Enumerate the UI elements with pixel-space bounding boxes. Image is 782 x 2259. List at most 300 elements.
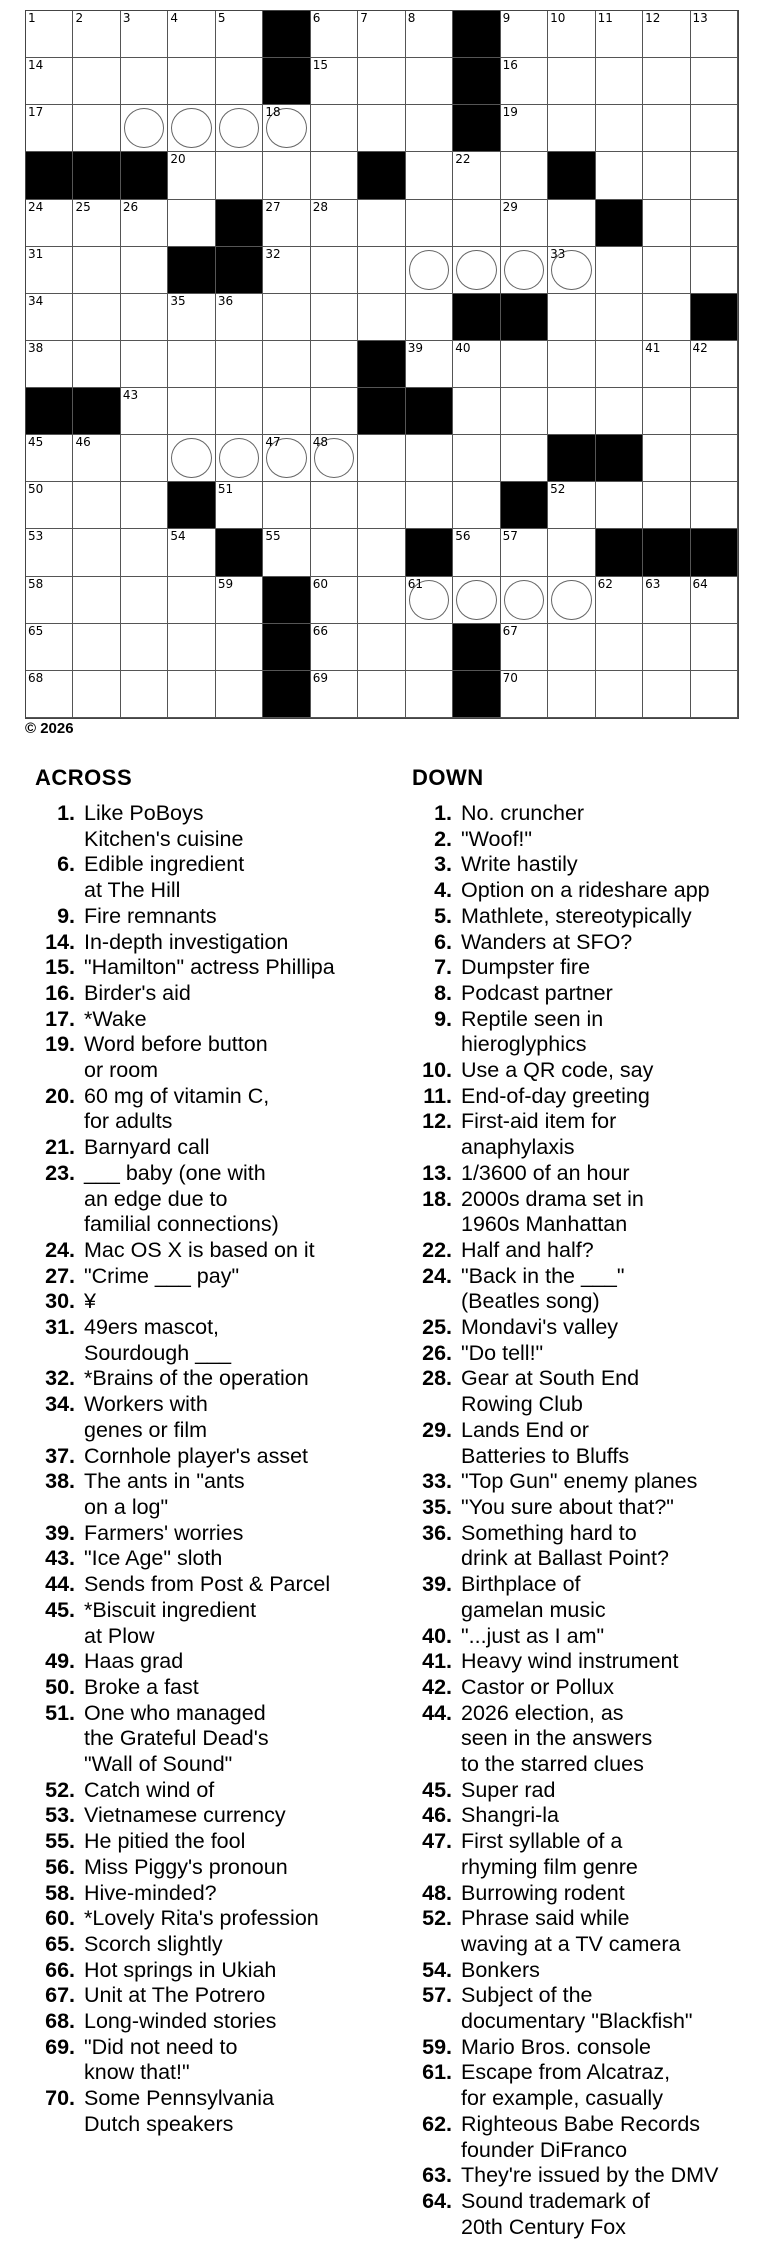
grid-cell[interactable] xyxy=(26,577,73,624)
grid-cell[interactable] xyxy=(596,671,643,718)
down-clue[interactable] xyxy=(412,2163,718,2189)
grid-cell[interactable] xyxy=(121,671,168,718)
grid-cell[interactable] xyxy=(311,577,358,624)
across-clue[interactable] xyxy=(35,1675,335,1701)
grid-cell[interactable] xyxy=(168,435,215,482)
cell-number: 55 xyxy=(265,529,281,544)
grid-cell[interactable] xyxy=(501,624,548,671)
grid-cell[interactable] xyxy=(548,105,595,152)
across-clue[interactable] xyxy=(35,2086,335,2137)
down-clue[interactable] xyxy=(412,2035,718,2061)
across-clue[interactable] xyxy=(35,1778,335,1804)
across-clue[interactable] xyxy=(35,955,335,981)
grid-cell[interactable] xyxy=(168,152,215,199)
across-clue[interactable] xyxy=(35,2009,335,2035)
grid-cell[interactable] xyxy=(501,577,548,624)
grid-cell[interactable] xyxy=(453,200,500,247)
down-clue[interactable] xyxy=(412,1675,718,1701)
across-clue[interactable] xyxy=(35,1881,335,1907)
grid-cell[interactable] xyxy=(311,388,358,435)
clue-number: 54. xyxy=(422,1957,452,1982)
grid-cell[interactable] xyxy=(263,152,310,199)
down-clue[interactable] xyxy=(412,1572,718,1623)
grid-cell[interactable] xyxy=(358,11,405,58)
across-clue[interactable] xyxy=(35,1289,335,1315)
down-clue[interactable] xyxy=(412,1521,718,1572)
grid-cell[interactable] xyxy=(406,482,453,529)
grid-cell[interactable] xyxy=(358,294,405,341)
clue-text: Edible ingredient at The Hill xyxy=(84,852,245,903)
across-clue[interactable] xyxy=(35,1469,335,1520)
grid-cell[interactable] xyxy=(121,529,168,576)
down-clue[interactable] xyxy=(412,1649,718,1675)
grid-cell[interactable] xyxy=(26,529,73,576)
grid-cell[interactable] xyxy=(643,11,690,58)
grid-cell[interactable] xyxy=(548,58,595,105)
clue-text: Vietnamese currency xyxy=(84,1803,286,1828)
grid-cell[interactable] xyxy=(168,341,215,388)
down-clue[interactable] xyxy=(412,1958,718,1984)
across-clue[interactable] xyxy=(35,1135,335,1161)
grid-cell[interactable] xyxy=(168,11,215,58)
grid-cell[interactable] xyxy=(406,247,453,294)
grid-cell[interactable] xyxy=(121,435,168,482)
across-clue[interactable] xyxy=(35,981,335,1007)
grid-cell[interactable] xyxy=(596,624,643,671)
grid-cell[interactable] xyxy=(501,105,548,152)
grid-cell[interactable] xyxy=(263,388,310,435)
grid-cell[interactable] xyxy=(358,577,405,624)
grid-cell[interactable] xyxy=(501,529,548,576)
grid-cell[interactable] xyxy=(548,388,595,435)
down-clue[interactable] xyxy=(412,1109,718,1160)
down-clue[interactable] xyxy=(412,1264,718,1315)
down-clue[interactable] xyxy=(412,1469,718,1495)
down-clue[interactable] xyxy=(412,1007,718,1058)
grid-cell[interactable] xyxy=(691,152,738,199)
grid-cell[interactable] xyxy=(406,200,453,247)
grid-cell[interactable] xyxy=(691,482,738,529)
grid-cell[interactable] xyxy=(453,388,500,435)
grid-cell[interactable] xyxy=(406,624,453,671)
grid-cell[interactable] xyxy=(263,294,310,341)
grid-cell[interactable] xyxy=(73,435,120,482)
grid-cell[interactable] xyxy=(691,435,738,482)
grid-cell[interactable] xyxy=(263,435,310,482)
clue-number: 52. xyxy=(45,1777,75,1802)
grid-cell[interactable] xyxy=(596,11,643,58)
grid-cell[interactable] xyxy=(643,247,690,294)
grid-cell[interactable] xyxy=(216,624,263,671)
grid-cell[interactable] xyxy=(691,671,738,718)
across-clue[interactable] xyxy=(35,930,335,956)
grid-cell[interactable] xyxy=(596,152,643,199)
grid-cell[interactable] xyxy=(643,294,690,341)
down-clue[interactable] xyxy=(412,981,718,1007)
grid-cell[interactable] xyxy=(691,105,738,152)
grid-cell[interactable] xyxy=(121,388,168,435)
grid-cell[interactable] xyxy=(73,105,120,152)
down-clue[interactable] xyxy=(412,1778,718,1804)
grid-cell[interactable] xyxy=(596,105,643,152)
across-clue[interactable] xyxy=(35,1803,335,1829)
grid-cell[interactable] xyxy=(168,529,215,576)
grid-cell[interactable] xyxy=(73,671,120,718)
down-clue[interactable] xyxy=(412,1366,718,1417)
grid-cell[interactable] xyxy=(26,435,73,482)
cell-number: 50 xyxy=(28,482,44,497)
across-clue[interactable] xyxy=(35,1444,335,1470)
across-clue[interactable] xyxy=(35,1983,335,2009)
grid-cell[interactable] xyxy=(406,294,453,341)
grid-cell[interactable] xyxy=(596,341,643,388)
grid-cell[interactable] xyxy=(691,341,738,388)
across-clue[interactable] xyxy=(35,1932,335,1958)
grid-cell[interactable] xyxy=(548,671,595,718)
grid-cell[interactable] xyxy=(358,247,405,294)
grid-cell[interactable] xyxy=(643,624,690,671)
grid-cell[interactable] xyxy=(216,435,263,482)
across-clue[interactable] xyxy=(35,1958,335,1984)
cell-number: 8 xyxy=(407,11,416,25)
grid-cell[interactable] xyxy=(311,294,358,341)
grid-cell[interactable] xyxy=(168,388,215,435)
grid-cell[interactable] xyxy=(406,341,453,388)
grid-cell[interactable] xyxy=(73,624,120,671)
grid-cell[interactable] xyxy=(358,482,405,529)
down-clue[interactable] xyxy=(412,955,718,981)
grid-cell[interactable] xyxy=(548,200,595,247)
down-clue[interactable] xyxy=(412,1058,718,1084)
grid-cell[interactable] xyxy=(73,577,120,624)
grid-cell[interactable] xyxy=(311,58,358,105)
cell-circle xyxy=(409,250,449,290)
grid-cell[interactable] xyxy=(501,671,548,718)
grid-cell[interactable] xyxy=(168,200,215,247)
grid-cell[interactable] xyxy=(216,482,263,529)
grid-cell[interactable] xyxy=(501,200,548,247)
down-clue[interactable] xyxy=(412,1906,718,1957)
across-clue[interactable] xyxy=(35,852,335,903)
grid-cell[interactable] xyxy=(311,624,358,671)
grid-cell[interactable] xyxy=(26,671,73,718)
grid-cell[interactable] xyxy=(643,200,690,247)
grid-cell[interactable] xyxy=(216,388,263,435)
across-clue[interactable] xyxy=(35,1855,335,1881)
grid-cell[interactable] xyxy=(596,577,643,624)
cell-number: 26 xyxy=(122,199,139,214)
down-clue[interactable] xyxy=(412,930,718,956)
grid-cell[interactable] xyxy=(691,58,738,105)
black-square xyxy=(406,529,453,576)
cell-number: 56 xyxy=(455,529,471,544)
down-clue[interactable] xyxy=(412,2189,718,2240)
grid-cell[interactable] xyxy=(691,247,738,294)
grid-cell[interactable] xyxy=(453,577,500,624)
across-clue[interactable] xyxy=(35,1906,335,1932)
down-clue[interactable] xyxy=(412,1495,718,1521)
grid-cell[interactable] xyxy=(73,341,120,388)
down-clue[interactable] xyxy=(412,852,718,878)
grid-cell[interactable] xyxy=(358,435,405,482)
grid-cell[interactable] xyxy=(311,435,358,482)
grid-cell[interactable] xyxy=(26,341,73,388)
down-clue[interactable] xyxy=(412,1084,718,1110)
down-clue[interactable] xyxy=(412,1238,718,1264)
grid-cell[interactable] xyxy=(73,529,120,576)
clue-number: 7. xyxy=(434,955,452,980)
down-clue[interactable] xyxy=(412,1315,718,1341)
across-clue[interactable] xyxy=(35,1392,335,1443)
grid-cell[interactable] xyxy=(216,152,263,199)
grid-cell[interactable] xyxy=(311,671,358,718)
down-clue[interactable] xyxy=(412,1829,718,1880)
clue-number: 9. xyxy=(57,903,75,928)
clue-text: 1/3600 of an hour xyxy=(461,1160,630,1185)
grid-cell[interactable] xyxy=(168,624,215,671)
grid-cell[interactable] xyxy=(73,11,120,58)
grid-cell[interactable] xyxy=(358,200,405,247)
black-square xyxy=(453,105,500,152)
grid-cell[interactable] xyxy=(548,294,595,341)
grid-cell[interactable] xyxy=(73,200,120,247)
grid-cell[interactable] xyxy=(501,341,548,388)
grid-cell[interactable] xyxy=(501,152,548,199)
grid-cell[interactable] xyxy=(643,388,690,435)
grid-cell[interactable] xyxy=(358,529,405,576)
across-clue[interactable] xyxy=(35,1829,335,1855)
grid-cell[interactable] xyxy=(548,624,595,671)
grid-cell[interactable] xyxy=(548,11,595,58)
grid-cell[interactable] xyxy=(121,341,168,388)
across-clue[interactable] xyxy=(35,1264,335,1290)
grid-cell[interactable] xyxy=(643,482,690,529)
cell-circle xyxy=(219,438,259,478)
grid-cell[interactable] xyxy=(121,624,168,671)
across-clue[interactable] xyxy=(35,1238,335,1264)
down-clue[interactable] xyxy=(412,2112,718,2163)
clue-number: 1. xyxy=(57,801,75,825)
grid-cell[interactable] xyxy=(501,435,548,482)
down-clue[interactable] xyxy=(412,1624,718,1650)
clue-number: 32. xyxy=(45,1366,75,1391)
down-clue[interactable] xyxy=(412,1187,718,1238)
grid-cell[interactable] xyxy=(26,200,73,247)
grid-cell[interactable] xyxy=(121,577,168,624)
grid-cell[interactable] xyxy=(548,247,595,294)
grid-cell[interactable] xyxy=(691,388,738,435)
grid-cell[interactable] xyxy=(73,58,120,105)
grid-cell[interactable] xyxy=(691,624,738,671)
clue-number: 31. xyxy=(45,1315,75,1340)
grid-cell[interactable] xyxy=(406,105,453,152)
grid-cell[interactable] xyxy=(311,482,358,529)
grid-cell[interactable] xyxy=(26,58,73,105)
grid-cell[interactable] xyxy=(358,58,405,105)
grid-cell[interactable] xyxy=(453,482,500,529)
grid-cell[interactable] xyxy=(311,529,358,576)
cell-number: 27 xyxy=(265,199,281,214)
black-square xyxy=(263,58,310,105)
grid-cell[interactable] xyxy=(168,294,215,341)
down-clue[interactable] xyxy=(412,827,718,853)
grid-cell[interactable] xyxy=(263,482,310,529)
grid-cell[interactable] xyxy=(406,577,453,624)
grid-cell[interactable] xyxy=(643,577,690,624)
grid-cell[interactable] xyxy=(26,105,73,152)
grid-cell[interactable] xyxy=(453,152,500,199)
grid-cell[interactable] xyxy=(121,105,168,152)
clue-text: Farmers' worries xyxy=(84,1520,244,1545)
grid-cell[interactable] xyxy=(453,529,500,576)
grid-cell[interactable] xyxy=(406,435,453,482)
grid-cell[interactable] xyxy=(548,341,595,388)
across-clue[interactable] xyxy=(35,801,335,852)
grid-cell[interactable] xyxy=(548,577,595,624)
down-clue[interactable] xyxy=(412,1803,718,1829)
across-clue[interactable] xyxy=(35,1366,335,1392)
grid-cell[interactable] xyxy=(263,247,310,294)
across-clue[interactable] xyxy=(35,1649,335,1675)
grid-cell[interactable] xyxy=(121,58,168,105)
grid-cell[interactable] xyxy=(358,105,405,152)
grid-cell[interactable] xyxy=(406,11,453,58)
grid-cell[interactable] xyxy=(643,671,690,718)
cell-number: 12 xyxy=(645,11,661,25)
grid-cell[interactable] xyxy=(596,294,643,341)
grid-cell[interactable] xyxy=(548,529,595,576)
across-clue[interactable] xyxy=(35,1572,335,1598)
down-clue[interactable] xyxy=(412,1161,718,1187)
down-clue[interactable] xyxy=(412,1341,718,1367)
across-clue[interactable] xyxy=(35,1084,335,1135)
across-clue[interactable] xyxy=(35,1521,335,1547)
grid-cell[interactable] xyxy=(643,435,690,482)
clue-text: "...just as I am" xyxy=(461,1623,605,1648)
black-square xyxy=(263,577,310,624)
grid-cell[interactable] xyxy=(73,482,120,529)
across-clue[interactable] xyxy=(35,904,335,930)
grid-cell[interactable] xyxy=(501,247,548,294)
down-clue[interactable] xyxy=(412,904,718,930)
grid-cell[interactable] xyxy=(453,435,500,482)
grid-cell[interactable] xyxy=(311,341,358,388)
across-clue[interactable] xyxy=(35,1007,335,1033)
clue-number: 70. xyxy=(45,2086,75,2111)
grid-cell[interactable] xyxy=(168,105,215,152)
cell-number: 10 xyxy=(550,11,566,25)
grid-cell[interactable] xyxy=(311,200,358,247)
grid-cell[interactable] xyxy=(26,482,73,529)
clue-number: 34. xyxy=(45,1392,75,1417)
grid-cell[interactable] xyxy=(26,624,73,671)
grid-cell[interactable] xyxy=(643,105,690,152)
grid-cell[interactable] xyxy=(406,58,453,105)
grid-cell[interactable] xyxy=(216,105,263,152)
grid-cell[interactable] xyxy=(643,58,690,105)
grid-cell[interactable] xyxy=(216,294,263,341)
grid-cell[interactable] xyxy=(263,341,310,388)
cell-number: 62 xyxy=(597,576,613,591)
grid-cell[interactable] xyxy=(358,671,405,718)
grid-cell[interactable] xyxy=(26,294,73,341)
across-clue[interactable] xyxy=(35,1701,335,1778)
grid-cell[interactable] xyxy=(311,11,358,58)
grid-cell[interactable] xyxy=(216,577,263,624)
grid-cell[interactable] xyxy=(121,200,168,247)
grid-cell[interactable] xyxy=(263,200,310,247)
grid-cell[interactable] xyxy=(216,58,263,105)
grid-cell[interactable] xyxy=(358,624,405,671)
grid-cell[interactable] xyxy=(691,200,738,247)
across-clue[interactable] xyxy=(35,1161,335,1238)
down-clue[interactable] xyxy=(412,1881,718,1907)
grid-cell[interactable] xyxy=(501,58,548,105)
grid-cell[interactable] xyxy=(691,11,738,58)
across-clue[interactable] xyxy=(35,1598,335,1649)
down-clue[interactable] xyxy=(412,1701,718,1778)
grid-cell[interactable] xyxy=(121,247,168,294)
clue-number: 29. xyxy=(422,1417,452,1442)
down-clue[interactable] xyxy=(412,1983,718,2034)
grid-cell[interactable] xyxy=(596,58,643,105)
grid-cell[interactable] xyxy=(311,105,358,152)
down-clue[interactable] xyxy=(412,801,718,827)
grid-cell[interactable] xyxy=(548,482,595,529)
grid-cell[interactable] xyxy=(263,529,310,576)
across-clue[interactable] xyxy=(35,1546,335,1572)
cell-circle xyxy=(171,438,211,478)
clue-number: 44. xyxy=(45,1572,75,1597)
grid-cell[interactable] xyxy=(691,577,738,624)
grid-cell[interactable] xyxy=(453,341,500,388)
grid-cell[interactable] xyxy=(73,247,120,294)
grid-cell[interactable] xyxy=(168,577,215,624)
grid-cell[interactable] xyxy=(406,671,453,718)
across-clue[interactable] xyxy=(35,1315,335,1366)
grid-cell[interactable] xyxy=(501,11,548,58)
grid-cell[interactable] xyxy=(643,341,690,388)
grid-cell[interactable] xyxy=(73,294,120,341)
grid-cell[interactable] xyxy=(121,482,168,529)
grid-cell[interactable] xyxy=(168,671,215,718)
grid-cell[interactable] xyxy=(121,11,168,58)
grid-cell[interactable] xyxy=(596,482,643,529)
grid-cell[interactable] xyxy=(26,11,73,58)
grid-cell[interactable] xyxy=(311,247,358,294)
grid-cell[interactable] xyxy=(501,388,548,435)
grid-cell[interactable] xyxy=(216,11,263,58)
grid-cell[interactable] xyxy=(26,247,73,294)
grid-cell[interactable] xyxy=(121,294,168,341)
grid-cell[interactable] xyxy=(216,671,263,718)
down-clue[interactable] xyxy=(412,878,718,904)
grid-cell[interactable] xyxy=(263,105,310,152)
grid-cell[interactable] xyxy=(596,247,643,294)
grid-cell[interactable] xyxy=(216,341,263,388)
clue-number: 49. xyxy=(45,1649,75,1674)
down-clue[interactable] xyxy=(412,1418,718,1469)
grid-cell[interactable] xyxy=(643,152,690,199)
grid-cell[interactable] xyxy=(406,152,453,199)
across-clue[interactable] xyxy=(35,2035,335,2086)
grid-cell[interactable] xyxy=(311,152,358,199)
across-clue[interactable] xyxy=(35,1032,335,1083)
grid-cell[interactable] xyxy=(168,58,215,105)
grid-cell[interactable] xyxy=(596,388,643,435)
down-clue[interactable] xyxy=(412,2060,718,2111)
grid-cell[interactable] xyxy=(453,247,500,294)
